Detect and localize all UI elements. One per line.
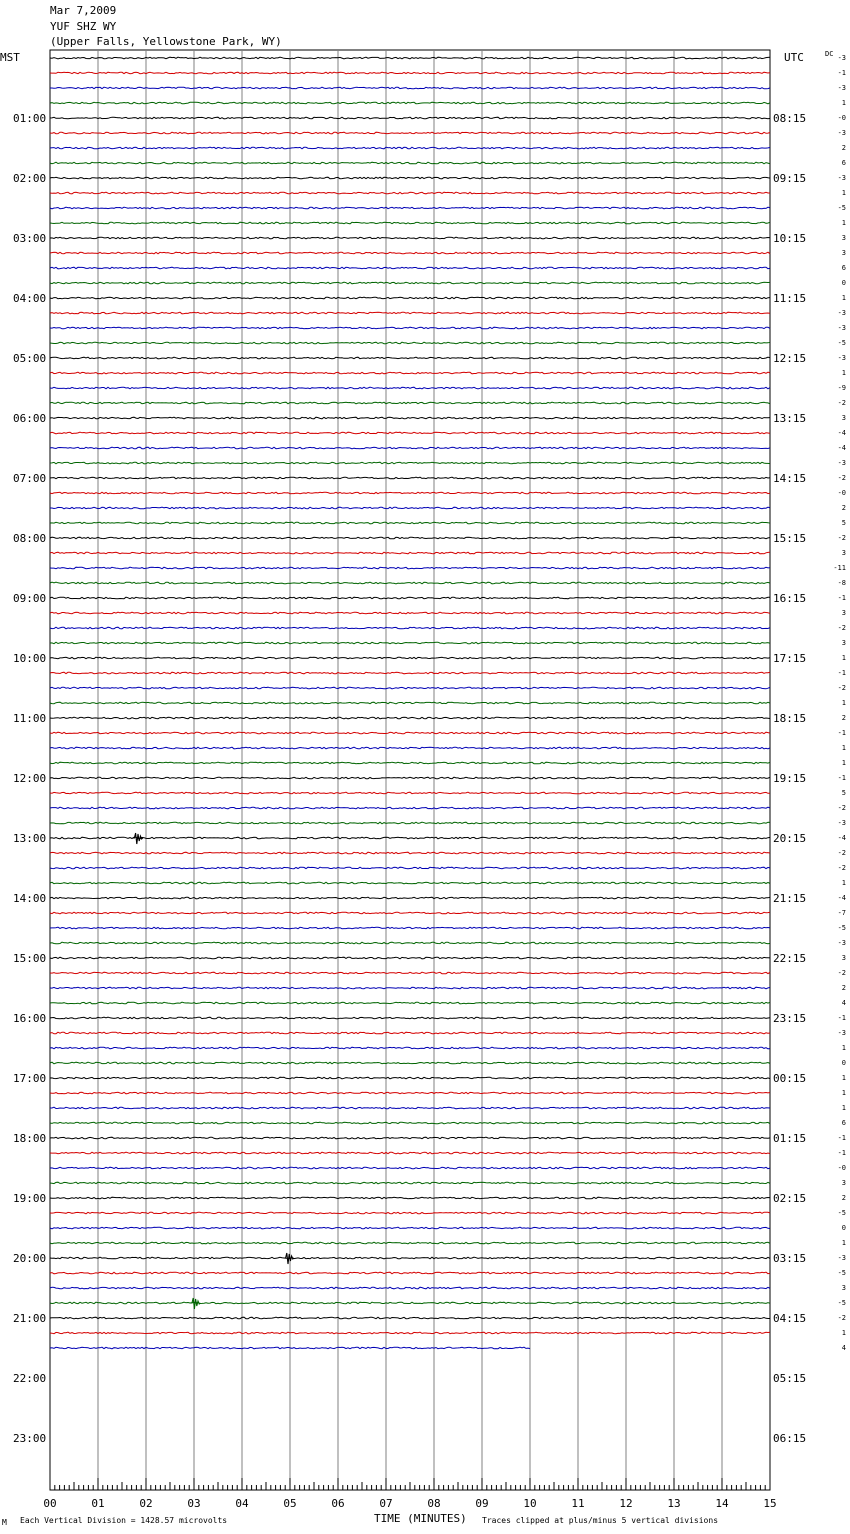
seismic-trace [50, 57, 770, 59]
dc-offset-label: 5 [841, 789, 846, 797]
hour-label-mst: 03:00 [13, 232, 47, 245]
seismic-trace [50, 1032, 770, 1034]
dc-offset-label: 3 [841, 249, 846, 257]
dc-offset-label: 1 [841, 744, 846, 752]
hour-label-mst: 16:00 [13, 1012, 47, 1025]
dc-offset-label: 3 [841, 549, 846, 557]
hour-label-mst: 13:00 [13, 832, 47, 845]
dc-offset-label: -4 [837, 894, 846, 902]
vertical-division-note: Each Vertical Division = 1428.57 microvolts [20, 1516, 228, 1525]
trace-group [50, 57, 770, 1349]
hour-label-mst: 02:00 [13, 172, 47, 185]
seismic-trace [50, 162, 770, 164]
dc-offset-label: -2 [837, 474, 846, 482]
hour-label-utc: 14:15 [773, 472, 807, 485]
dc-offset-label: -1 [837, 69, 846, 77]
seismic-trace [50, 1062, 770, 1064]
x-tick-label: 08 [427, 1497, 441, 1510]
dc-offset-label: -3 [837, 54, 846, 62]
seismic-trace [50, 252, 770, 254]
seismic-trace [50, 762, 770, 764]
dc-offset-label: 1 [841, 1104, 846, 1112]
dc-offset-label: -1 [837, 729, 846, 737]
hour-label-utc: 08:15 [773, 112, 807, 125]
seismic-trace [50, 777, 770, 779]
dc-offset-label: 0 [841, 1059, 846, 1067]
seismic-trace [50, 537, 770, 539]
dc-offset-label: -11 [833, 564, 846, 572]
seismic-trace [50, 687, 770, 689]
dc-offset-label: -0 [837, 114, 846, 122]
hour-label-utc: 23:15 [773, 1012, 807, 1025]
seismic-trace [50, 192, 770, 194]
dc-offset-label: -3 [837, 309, 846, 317]
dc-label: DC [825, 50, 834, 58]
hour-label-utc: 01:15 [773, 1132, 807, 1145]
seismic-trace [50, 582, 770, 584]
seismic-trace [50, 492, 770, 494]
seismic-trace [50, 1212, 770, 1214]
hour-label-mst: 08:00 [13, 532, 47, 545]
seismic-trace [50, 357, 770, 359]
dc-offset-label: -2 [837, 399, 846, 407]
dc-offset-label: 6 [841, 159, 846, 167]
grid-lines [50, 50, 770, 1490]
hour-label-mst: 05:00 [13, 352, 47, 365]
dc-offset-label: 3 [841, 1284, 846, 1292]
seismic-trace [50, 627, 770, 629]
dc-offset-label: 2 [841, 984, 846, 992]
dc-offset-label: -9 [837, 384, 846, 392]
hour-label-mst: 15:00 [13, 952, 47, 965]
seismic-trace [50, 447, 770, 449]
dc-offset-label: -2 [837, 684, 846, 692]
dc-offset-label: 1 [841, 189, 846, 197]
x-tick-label: 04 [235, 1497, 249, 1510]
dc-offset-label: -2 [837, 804, 846, 812]
seismic-trace [50, 567, 770, 569]
x-tick-label: 03 [187, 1497, 201, 1510]
dc-offset-label: 1 [841, 99, 846, 107]
seismic-trace [50, 1287, 770, 1289]
dc-offset-label: -1 [837, 669, 846, 677]
seismic-trace [50, 267, 770, 269]
seismic-trace [50, 522, 770, 524]
seismic-trace [50, 1047, 770, 1049]
seismic-trace [50, 912, 770, 914]
dc-offset-label: -1 [837, 594, 846, 602]
dc-offset-label: -3 [837, 324, 846, 332]
hour-label-mst: 23:00 [13, 1432, 47, 1445]
dc-offset-label: -4 [837, 429, 846, 437]
hour-label-mst: 20:00 [13, 1252, 47, 1265]
dc-offset-label: 0 [841, 279, 846, 287]
seismic-trace [50, 387, 770, 389]
dc-offset-label: -0 [837, 1164, 846, 1172]
utc-label: UTC [784, 51, 804, 64]
x-axis [43, 1478, 776, 1510]
dc-offset-label: -5 [837, 204, 846, 212]
hour-label-mst: 11:00 [13, 712, 47, 725]
seismic-trace [50, 282, 770, 284]
x-tick-label: 14 [715, 1497, 729, 1510]
seismic-trace [50, 327, 770, 329]
dc-offset-label: -0 [837, 489, 846, 497]
x-tick-label: 13 [667, 1497, 681, 1510]
dc-offset-label: 4 [841, 999, 846, 1007]
dc-offset-label: -1 [837, 1014, 846, 1022]
mst-label: MST [0, 51, 20, 64]
hour-label-utc: 11:15 [773, 292, 807, 305]
dc-offset-label: 1 [841, 369, 846, 377]
hour-label-mst: 18:00 [13, 1132, 47, 1145]
hour-label-utc: 02:15 [773, 1192, 807, 1205]
seismic-trace [50, 1107, 770, 1109]
seismic-trace [50, 1077, 770, 1079]
seismic-trace [50, 792, 770, 794]
seismic-trace [50, 1257, 770, 1259]
dc-offset-label: -5 [837, 924, 846, 932]
dc-offset-label: 3 [841, 639, 846, 647]
x-tick-label: 01 [91, 1497, 105, 1510]
seismic-trace [50, 987, 770, 989]
x-tick-label: 15 [763, 1497, 777, 1510]
dc-offset-label: 1 [841, 1329, 846, 1337]
dc-offset-label: 0 [841, 1224, 846, 1232]
x-tick-label: 11 [571, 1497, 585, 1510]
dc-offset-label: -3 [837, 939, 846, 947]
hour-label-mst: 19:00 [13, 1192, 47, 1205]
seismic-trace [50, 132, 770, 134]
dc-offset-label: 1 [841, 1239, 846, 1247]
hour-label-utc: 05:15 [773, 1372, 807, 1385]
dc-offset-label: -3 [837, 1254, 846, 1262]
x-tick-label: 05 [283, 1497, 297, 1510]
dc-offset-label: -3 [837, 459, 846, 467]
hour-label-utc: 13:15 [773, 412, 807, 425]
dc-offset-label: 3 [841, 414, 846, 422]
seismic-trace [50, 1332, 770, 1334]
dc-offset-label: 3 [841, 234, 846, 242]
dc-offset-label: -5 [837, 1299, 846, 1307]
hour-label-mst: 01:00 [13, 112, 47, 125]
dc-offset-label: -3 [837, 354, 846, 362]
hour-label-mst: 07:00 [13, 472, 47, 485]
dc-offset-label: -5 [837, 1209, 846, 1217]
seismic-trace [50, 1092, 770, 1094]
seismic-trace [50, 237, 770, 239]
dc-offset-label: -1 [837, 1134, 846, 1142]
seismic-trace [50, 957, 770, 959]
dc-offset-label: 1 [841, 1044, 846, 1052]
dc-offset-label: -4 [837, 444, 846, 452]
dc-offset-label: 3 [841, 609, 846, 617]
clip-note: Traces clipped at plus/minus 5 vertical divisions [482, 1516, 719, 1525]
hour-label-utc: 15:15 [773, 532, 807, 545]
hour-label-utc: 03:15 [773, 1252, 807, 1265]
hour-label-mst: 10:00 [13, 652, 47, 665]
dc-offset-label: 2 [841, 1194, 846, 1202]
seismic-trace [50, 897, 770, 899]
hour-label-mst: 04:00 [13, 292, 47, 305]
seismic-trace [50, 612, 770, 614]
seismic-trace [50, 717, 770, 719]
hour-label-utc: 21:15 [773, 892, 807, 905]
location-label: (Upper Falls, Yellowstone Park, WY) [50, 35, 282, 48]
seismic-trace [50, 462, 770, 464]
x-tick-label: 06 [331, 1497, 345, 1510]
seismic-trace [50, 1017, 770, 1019]
dc-offset-label: 1 [841, 654, 846, 662]
station-label: YUF SHZ WY [50, 20, 117, 33]
hour-label-mst: 22:00 [13, 1372, 47, 1385]
seismic-trace [50, 72, 770, 74]
hour-label-mst: 06:00 [13, 412, 47, 425]
dc-offset-label: 1 [841, 219, 846, 227]
seismic-trace [50, 207, 770, 209]
seismic-trace [50, 867, 770, 869]
dc-offset-label: 1 [841, 699, 846, 707]
seismic-trace [50, 882, 770, 884]
dc-offset-label: 1 [841, 1089, 846, 1097]
dc-offset-label: -2 [837, 864, 846, 872]
seismic-trace [50, 657, 770, 659]
seismic-trace [50, 417, 770, 419]
hour-label-utc: 06:15 [773, 1432, 807, 1445]
seismic-trace [50, 852, 770, 854]
seismic-trace [50, 1227, 770, 1229]
dc-offset-label: -8 [837, 579, 846, 587]
seismic-trace [50, 837, 770, 839]
dc-offset-label: -2 [837, 969, 846, 977]
plot-frame [50, 50, 770, 1490]
hour-label-utc: 04:15 [773, 1312, 807, 1325]
seismic-trace [50, 1002, 770, 1004]
x-tick-label: 00 [43, 1497, 57, 1510]
dc-offset-label: -2 [837, 849, 846, 857]
seismic-trace [50, 1152, 770, 1154]
dc-offset-label: 5 [841, 519, 846, 527]
seismic-trace [50, 1317, 770, 1319]
seismic-trace [50, 1122, 770, 1124]
seismic-trace [50, 942, 770, 944]
seismic-trace [50, 702, 770, 704]
seismic-trace [50, 822, 770, 824]
x-tick-label: 12 [619, 1497, 633, 1510]
seismic-trace [50, 732, 770, 734]
x-tick-label: 10 [523, 1497, 537, 1510]
dc-offset-label: -3 [837, 1029, 846, 1037]
dc-offset-label: -3 [837, 129, 846, 137]
seismic-trace [50, 312, 770, 314]
dc-offset-label: 6 [841, 1119, 846, 1127]
hour-label-utc: 17:15 [773, 652, 807, 665]
dc-offset-labels [833, 54, 846, 1352]
seismic-trace [50, 117, 770, 119]
dc-offset-label: 3 [841, 1179, 846, 1187]
dc-offset-label: -7 [837, 909, 846, 917]
hour-label-utc: 20:15 [773, 832, 807, 845]
seismic-trace [50, 1182, 770, 1184]
seismic-trace [50, 927, 770, 929]
dc-offset-label: -1 [837, 774, 846, 782]
dc-offset-label: 1 [841, 879, 846, 887]
seismic-trace [50, 747, 770, 749]
seismic-trace [50, 477, 770, 479]
dc-offset-label: -2 [837, 1314, 846, 1322]
seismic-trace [50, 597, 770, 599]
seismic-trace [50, 342, 770, 344]
hour-label-utc: 22:15 [773, 952, 807, 965]
dc-offset-label: -1 [837, 1149, 846, 1157]
dc-offset-label: 2 [841, 504, 846, 512]
seismic-trace [50, 1197, 770, 1199]
hour-label-mst: 12:00 [13, 772, 47, 785]
x-tick-label: 09 [475, 1497, 489, 1510]
seismic-trace [50, 552, 770, 554]
dc-offset-label: -3 [837, 174, 846, 182]
dc-offset-label: 6 [841, 264, 846, 272]
hour-label-mst: 14:00 [13, 892, 47, 905]
dc-offset-label: 1 [841, 1074, 846, 1082]
hour-label-utc: 12:15 [773, 352, 807, 365]
dc-offset-label: 3 [841, 954, 846, 962]
logo-mark: M [2, 1518, 7, 1527]
seismic-trace [50, 177, 770, 179]
hour-label-utc: 10:15 [773, 232, 807, 245]
seismic-trace [50, 222, 770, 224]
dc-offset-label: -5 [837, 339, 846, 347]
dc-offset-label: -3 [837, 819, 846, 827]
dc-offset-label: -2 [837, 534, 846, 542]
hour-label-mst: 09:00 [13, 592, 47, 605]
hour-label-utc: 16:15 [773, 592, 807, 605]
seismic-trace [50, 1302, 770, 1304]
seismic-trace [50, 672, 770, 674]
dc-offset-label: -4 [837, 834, 846, 842]
seismic-trace [50, 642, 770, 644]
hour-label-utc: 19:15 [773, 772, 807, 785]
hour-label-mst: 17:00 [13, 1072, 47, 1085]
dc-offset-label: 1 [841, 759, 846, 767]
dc-offset-label: 4 [841, 1344, 846, 1352]
seismic-trace [50, 402, 770, 404]
hour-label-mst: 21:00 [13, 1312, 47, 1325]
seismic-trace [50, 372, 770, 374]
dc-offset-label: -3 [837, 84, 846, 92]
hour-label-utc: 09:15 [773, 172, 807, 185]
seismic-trace [50, 507, 770, 509]
dc-offset-label: 2 [841, 144, 846, 152]
hour-label-utc: 00:15 [773, 1072, 807, 1085]
date-label: Mar 7,2009 [50, 4, 117, 17]
seismic-trace [50, 432, 770, 434]
dc-offset-label: 1 [841, 294, 846, 302]
seismic-trace [50, 147, 770, 149]
seismic-trace [50, 1272, 770, 1274]
dc-offset-label: 2 [841, 714, 846, 722]
seismic-trace [50, 87, 770, 89]
seismic-trace [50, 807, 770, 809]
seismic-trace [50, 1242, 770, 1244]
seismic-trace [50, 297, 770, 299]
seismic-trace [50, 102, 770, 104]
hour-label-utc: 18:15 [773, 712, 807, 725]
x-axis-title: TIME (MINUTES) [374, 1512, 467, 1525]
x-tick-label: 07 [379, 1497, 393, 1510]
dc-offset-label: -5 [837, 1269, 846, 1277]
dc-offset-label: -2 [837, 624, 846, 632]
x-tick-label: 02 [139, 1497, 153, 1510]
seismic-trace [50, 972, 770, 974]
seismic-trace [50, 1167, 770, 1169]
seismic-trace [50, 1137, 770, 1139]
